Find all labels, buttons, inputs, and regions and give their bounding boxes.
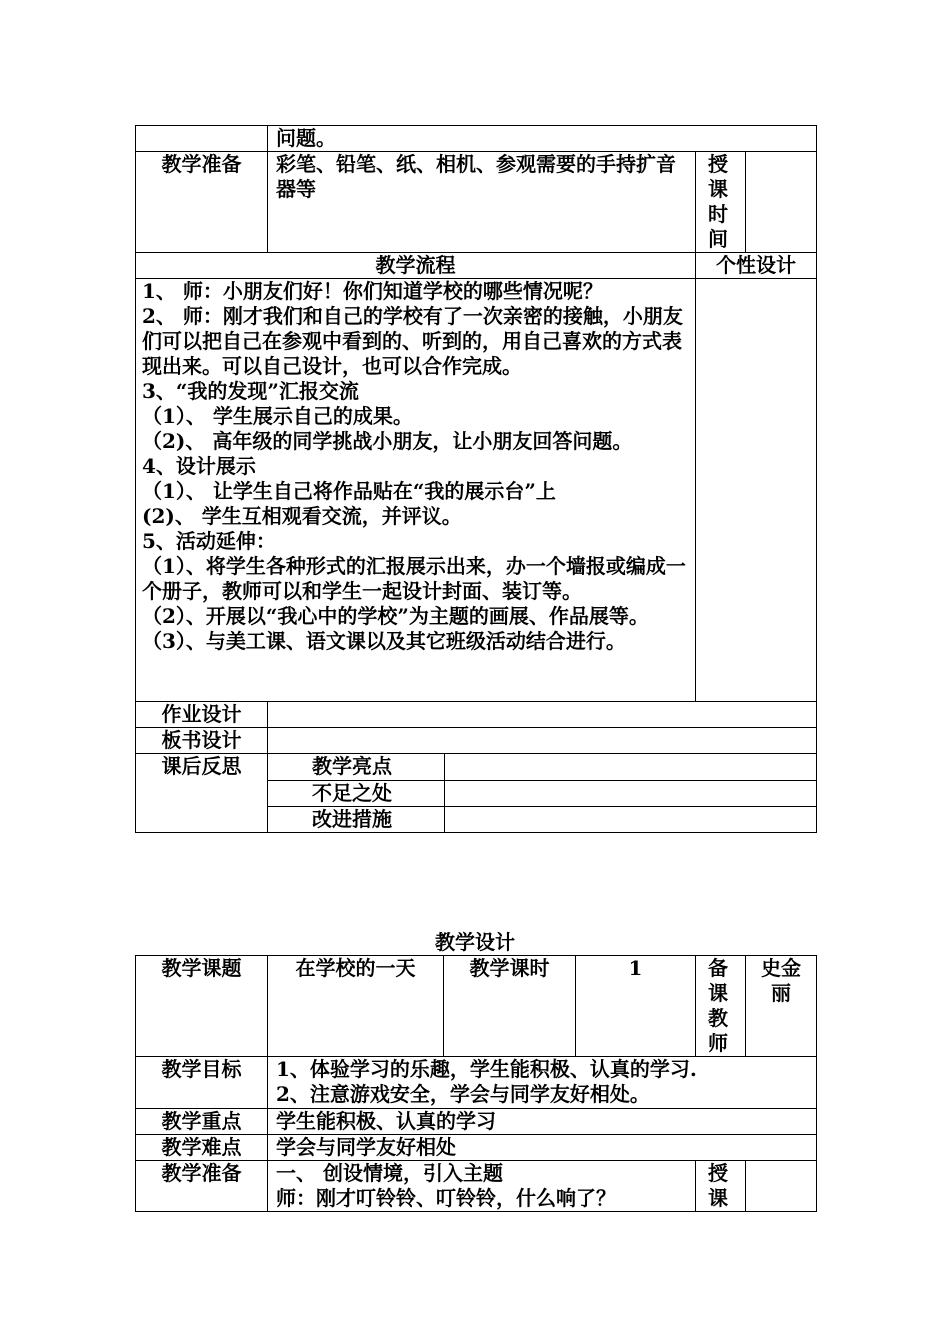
teacher-label: 备 课 教 师	[696, 956, 746, 1057]
prep-label: 教学准备	[136, 152, 268, 253]
flow-line: （1）、 让学生自己将作品贴在“我的展示台”上	[142, 479, 556, 503]
goal-content: 1、体验学习的乐趣，学生能积极、认真的学习. 2、注意游戏安全，学会与同学友好相处。	[268, 1057, 817, 1109]
prep-content: 一、 创设情境，引入主题 师：刚才叮铃铃、叮铃铃，什么响了？	[268, 1161, 696, 1212]
flow-line: （1）、将学生各种形式的汇报展示出来，办一个墙报或编成一个册子，教师可以和学生一起设计封面、装订等。	[142, 554, 686, 603]
lesson-time-value	[746, 1161, 817, 1212]
hours-value: 1	[576, 956, 696, 1057]
lesson-table-continued	[135, 125, 817, 833]
flow-line: （2)、 高年级的同学挑战小朋友，让小朋友回答问题。	[142, 429, 633, 453]
goal-label: 教学目标	[136, 1057, 268, 1109]
homework-value	[268, 702, 817, 728]
flow-line: （1）、 学生展示自己的成果。	[142, 404, 413, 428]
reflection-value	[444, 754, 816, 780]
flow-line: （3）、与美工课、语文课以及其它班级活动结合进行。	[142, 629, 626, 653]
prep-label: 教学准备	[136, 1161, 268, 1212]
reflection-item: 不足之处	[268, 780, 444, 806]
reflection-item: 教学亮点	[268, 754, 444, 780]
reflection-value	[444, 780, 816, 806]
prep-content: 彩笔、铅笔、纸、相机、参观需要的手持扩音器等	[268, 152, 696, 253]
teacher-value: 史金丽	[746, 956, 817, 1057]
flow-line: （2）、开展以“我心中的学校”为主题的画展、作品展等。	[142, 604, 649, 628]
topic-value: 在学校的一天	[268, 956, 444, 1057]
topic-label: 教学课题	[136, 956, 268, 1057]
lesson-time-value	[746, 152, 817, 253]
flow-line: 2、 师：刚才我们和自己的学校有了一次亲密的接触，小朋友们可以把自己在参观中看到的、听到的，用自己喜欢的方式表现出来。可以自己设计，也可以合作完成。	[142, 304, 683, 378]
individual-design-header: 个性设计	[696, 253, 817, 279]
difficulty-value: 学会与同学友好相处	[268, 1135, 817, 1161]
flow-line: 5、活动延伸：	[142, 529, 276, 553]
individual-design-cell	[696, 279, 817, 702]
key-label: 教学重点	[136, 1109, 268, 1135]
reflection-label: 课后反思	[136, 754, 268, 833]
hours-label: 教学课时	[444, 956, 576, 1057]
flow-content	[136, 279, 696, 702]
reflection-cell	[268, 754, 817, 833]
lesson-time-label: 授 课	[696, 1161, 746, 1212]
prior-content-cell: 问题。	[268, 126, 817, 152]
empty-cell	[136, 126, 268, 152]
key-value: 学生能积极、认真的学习	[268, 1109, 817, 1135]
flow-line: 4、设计展示	[142, 454, 256, 478]
flow-header: 教学流程	[136, 253, 696, 279]
difficulty-label: 教学难点	[136, 1135, 268, 1161]
document-title: 教学设计	[435, 930, 515, 954]
flow-line: (2)、 学生互相观看交流，并评议。	[142, 504, 462, 528]
reflection-item: 改进措施	[268, 806, 444, 832]
lesson-design-table	[135, 955, 817, 1212]
reflection-value	[444, 806, 816, 832]
flow-line: 3、“我的发现”汇报交流	[142, 379, 359, 403]
reflection-table	[268, 754, 816, 832]
board-label: 板书设计	[136, 728, 268, 754]
lesson-time-label: 授 课 时 间	[696, 152, 746, 253]
board-value	[268, 728, 817, 754]
homework-label: 作业设计	[136, 702, 268, 728]
flow-line: 1、 师：小朋友们好！你们知道学校的哪些情况呢？	[142, 279, 603, 303]
